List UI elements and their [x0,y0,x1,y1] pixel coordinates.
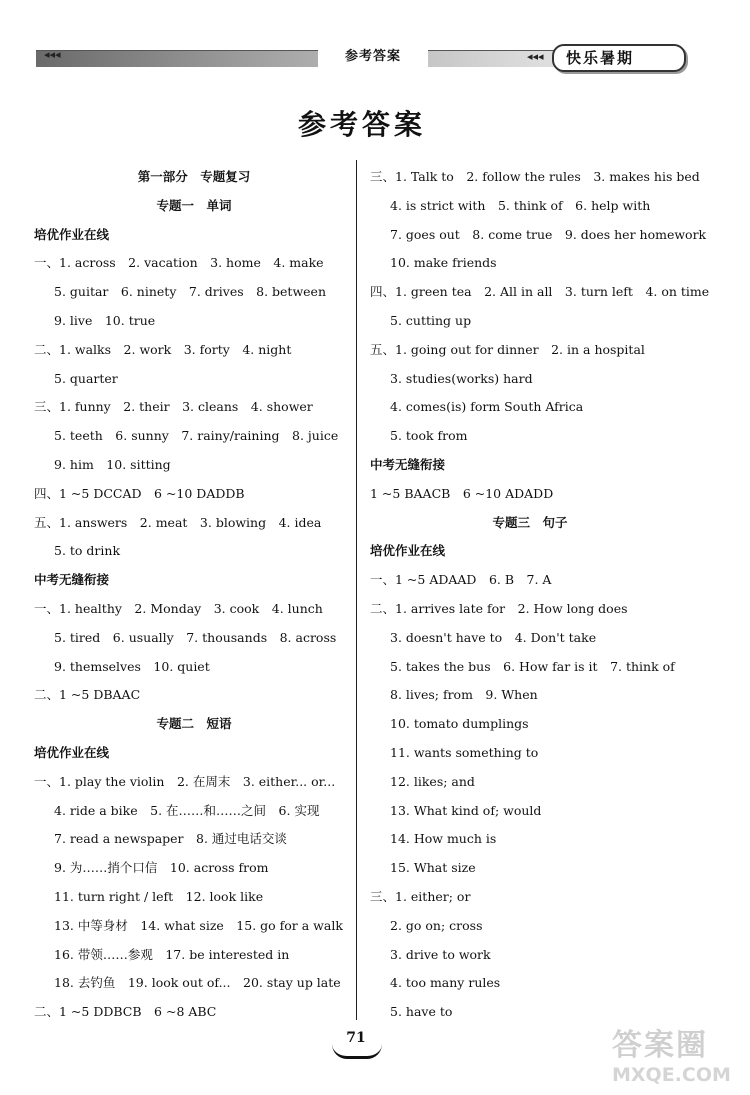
answer-line: 12. likes; and [390,773,475,789]
section-heading: 专题一 单词 [156,197,232,213]
answer-line: 4. is strict with 5. think of 6. help with [390,197,651,213]
section-heading: 第一部分 专题复习 [137,169,251,184]
answer-line: 一、1. across 2. vacation 3. home 4. make [34,255,324,271]
answer-line: 8. lives; from 9. When [390,687,538,703]
subsection-heading: 中考无缝衔接 [34,572,110,588]
watermark-logo: 答案圈 [612,1028,708,1063]
answer-line: 一、1. healthy 2. Monday 3. cook 4. lunch [34,600,323,616]
answer-line: 10. make friends [390,255,497,271]
answer-column-left [34,163,354,1027]
answer-line: 18. 去钓鱼 19. look out of... 20. stay up late [54,975,341,991]
answer-line: 5. quarter [54,370,118,386]
answer-line: 15. What size [390,860,476,876]
answer-line: 11. wants something to [390,744,539,760]
answer-column-right [370,163,710,1027]
header-brand-badge: 快乐暑期 [552,44,686,72]
answer-line: 四、1 ~5 DCCAD 6 ~10 DADDB [34,485,245,501]
answer-line: 9. live 10. true [54,312,156,328]
section-heading: 专题三 句子 [492,514,568,530]
answer-line: 5. tired 6. usually 7. thousands 8. across [54,629,337,645]
answer-line: 2. go on; cross [390,917,483,933]
answer-line: 1 ~5 BAACB 6 ~10 ADADD [370,485,554,501]
answer-line: 三、1. funny 2. their 3. cleans 4. shower [34,399,313,415]
answer-line: 二、1. walks 2. work 3. forty 4. night [34,341,292,357]
answer-line: 二、1. arrives late for 2. How long does [370,600,628,616]
answer-line: 4. comes(is) form South Africa [390,399,584,415]
answer-line: 14. How much is [390,831,497,847]
answer-line: 5. cutting up [390,312,472,328]
page-header [0,0,750,80]
answer-line: 7. read a newspaper 8. 通过电话交谈 [54,831,287,847]
answer-line: 13. What kind of; would [390,802,542,818]
answer-line: 五、1. going out for dinner 2. in a hospital [370,341,645,357]
answer-line: 11. turn right / left 12. look like [54,888,264,904]
answer-line: 10. tomato dumplings [390,716,529,732]
subsection-heading: 培优作业在线 [34,226,110,242]
header-arrows-right-icon: ◂◂◂ [527,50,544,63]
answer-line: 9. him 10. sitting [54,456,171,472]
subsection-heading: 中考无缝衔接 [370,456,446,472]
page-number-decoration [332,1044,382,1059]
answer-line: 四、1. green tea 2. All in all 3. turn left 4. on time [370,284,710,300]
answer-line: 4. too many rules [390,975,501,991]
answer-line: 3. doesn't have to 4. Don't take [390,629,597,645]
answer-line: 7. goes out 8. come true 9. does her homework [390,226,707,242]
answer-line: 一、1 ~5 ADAAD 6. B 7. A [370,572,552,588]
answer-line: 5. takes the bus 6. How far is it 7. think of [390,658,675,674]
header-arrows-left-icon: ◂◂◂ [44,48,61,61]
watermark-url: MXQE.COM [612,1064,731,1086]
subsection-heading: 培优作业在线 [370,543,446,559]
answer-line: 3. drive to work [390,946,491,962]
watermark [612,1020,742,1090]
answer-line: 5. took from [390,428,468,444]
answer-line: 16. 带领……参观 17. be interested in [54,946,290,962]
answer-line: 13. 中等身材 14. what size 15. go for a walk [54,917,343,933]
answer-line: 二、1 ~5 DDBCB 6 ~8 ABC [34,1004,217,1020]
answer-line: 三、1. either; or [370,888,471,904]
answer-line: 5. to drink [54,543,121,559]
answer-line: 4. ride a bike 5. 在……和……之间 6. 实现 [54,802,320,818]
column-divider [356,160,357,1020]
header-section-label: 参考答案 [318,46,428,68]
page-title: 参考答案 [297,108,426,141]
section-heading: 专题二 短语 [156,716,232,732]
answer-line: 5. guitar 6. ninety 7. drives 8. between [54,284,326,300]
answer-line: 9. 为……捎个口信 10. across from [54,860,269,876]
answer-line: 五、1. answers 2. meat 3. blowing 4. idea [34,514,322,530]
answer-line: 9. themselves 10. quiet [54,658,210,674]
answer-line: 5. teeth 6. sunny 7. rainy/raining 8. juice [54,428,339,444]
answer-line: 一、1. play the violin 2. 在周末 3. either... or... [34,773,336,789]
answer-line: 二、1 ~5 DBAAC [34,687,141,703]
answer-line: 三、1. Talk to 2. follow the rules 3. makes his bed [370,169,700,184]
page-number: 71 [346,1030,366,1046]
answer-line: 5. have to [390,1004,453,1020]
subsection-heading: 培优作业在线 [34,744,110,760]
answer-line: 3. studies(works) hard [390,370,533,386]
